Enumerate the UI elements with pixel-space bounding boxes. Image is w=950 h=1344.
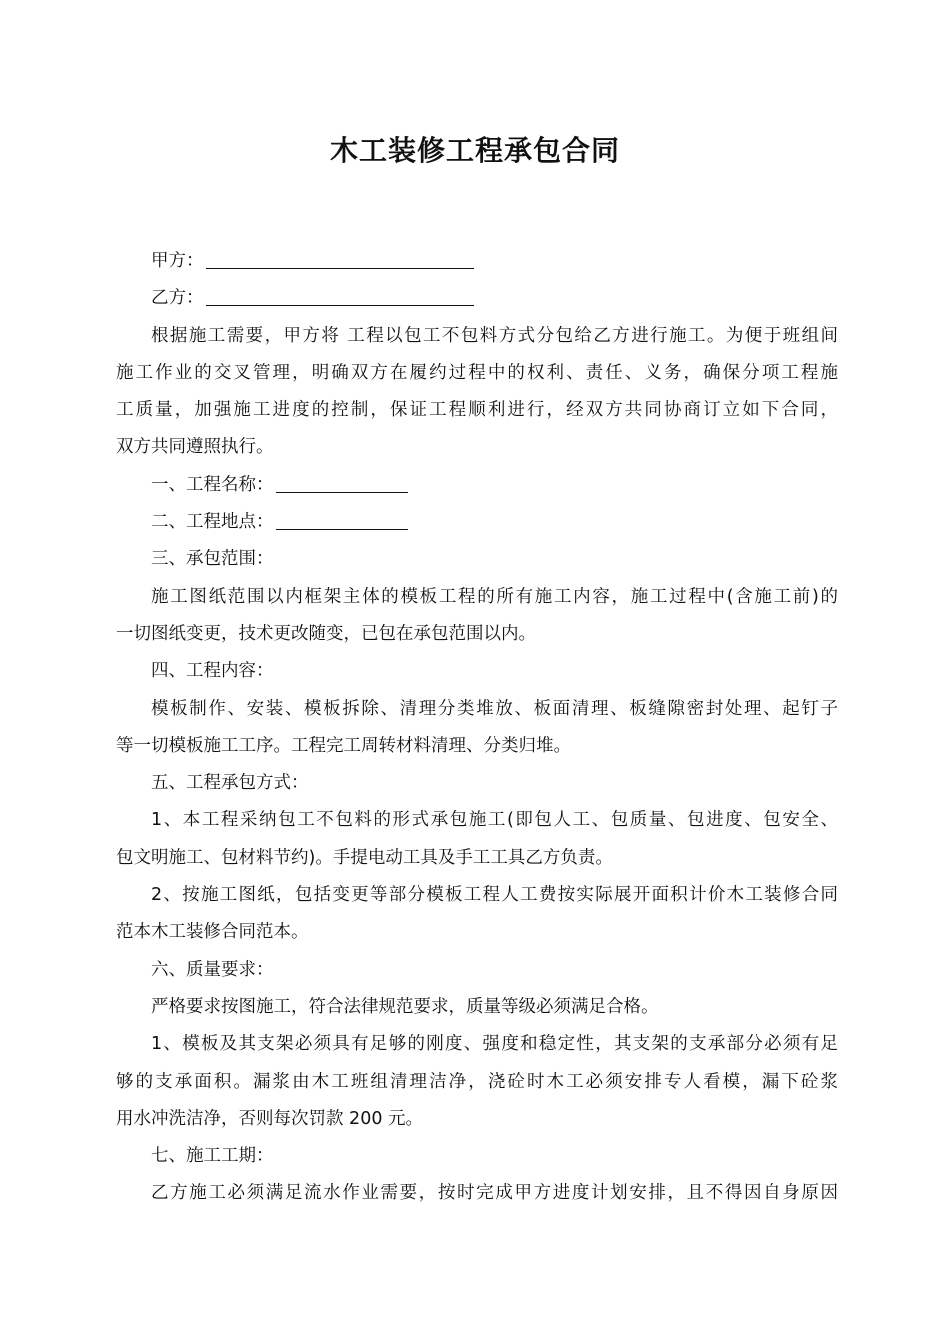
item5-heading: 五、工程承包方式： [151, 773, 309, 794]
item6-heading: 六、质量要求： [151, 959, 274, 980]
item6-1-line-3: 用水冲洗洁净，否则每次罚款 200 元。 [116, 1108, 424, 1129]
party-b-line [116, 280, 838, 317]
item7-line-1: 乙方施工必须满足流水作业需要，按时完成甲方进度计划安排，且不得因自身原因 [151, 1183, 838, 1204]
item4-line-1: 模板制作、安装、模板拆除、清理分类堆放、板面清理、板缝隙密封处理、起钉子 [151, 698, 838, 719]
item5-2-line-2: 范本木工装修合同范本。 [116, 922, 309, 943]
intro-line-3: 工质量，加强施工进度的控制，保证工程顺利进行，经双方共同协商订立如下合同， [116, 400, 838, 421]
item6-text: 严格要求按图施工，符合法律规范要求，质量等级必须满足合格。 [151, 996, 659, 1017]
party-b-blank [206, 285, 474, 306]
item2-blank [276, 509, 408, 530]
party-b-label: 乙方： [151, 288, 204, 309]
item5-1-line-1: 1、本工程采纳包工不包料的形式承包施工(即包人工、包质量、包进度、包安全、 [151, 810, 838, 831]
party-a-label: 甲方： [151, 251, 204, 271]
item1-blank [276, 472, 408, 493]
intro-line-4: 双方共同遵照执行。 [116, 437, 274, 458]
item6-1-line-1: 1、模板及其支架必须具有足够的刚度、强度和稳定性，其支架的支承部分必须有足 [151, 1034, 838, 1055]
item3-heading: 三、承包范围： [151, 549, 274, 570]
item5-1-line-2: 包文明施工、包材料节约)。手提电动工具及手工工具乙方负责。 [116, 847, 613, 868]
item6-1-line-2: 够的支承面积。漏浆由木工班组清理洁净，浇砼时木工必须安排专人看模，漏下砼浆 [116, 1071, 838, 1092]
item1-label: 一、工程名称： [151, 474, 274, 495]
document-title: 木工装修工程承包合同 [329, 134, 620, 167]
item5-2-line-1: 2、按施工图纸，包括变更等部分模板工程人工费按实际展开面积计价木工装修合同 [151, 885, 838, 906]
item7-heading: 七、施工工期： [151, 1146, 274, 1167]
intro-line-1: 根据施工需要，甲方将 工程以包工不包料方式分包给乙方进行施工。为便于班组间 [151, 325, 838, 346]
item2-label: 二、工程地点： [151, 512, 274, 533]
item4-heading: 四、工程内容： [151, 661, 274, 682]
item3-line-1: 施工图纸范围以内框架主体的模板工程的所有施工内容，施工过程中(含施工前)的 [151, 586, 838, 607]
party-a-blank [206, 248, 474, 269]
party-a-line [116, 243, 838, 280]
item3-line-2: 一切图纸变更，技术更改随变，已包在承包范围以内。 [116, 623, 536, 644]
item2-line [116, 504, 838, 541]
item1-line [116, 467, 838, 504]
item4-line-2: 等一切模板施工工序。工程完工周转材料清理、分类归堆。 [116, 735, 571, 756]
document-body [116, 243, 838, 1213]
intro-line-2: 施工作业的交叉管理，明确双方在履约过程中的权利、责任、义务，确保分项工程施 [116, 362, 838, 383]
